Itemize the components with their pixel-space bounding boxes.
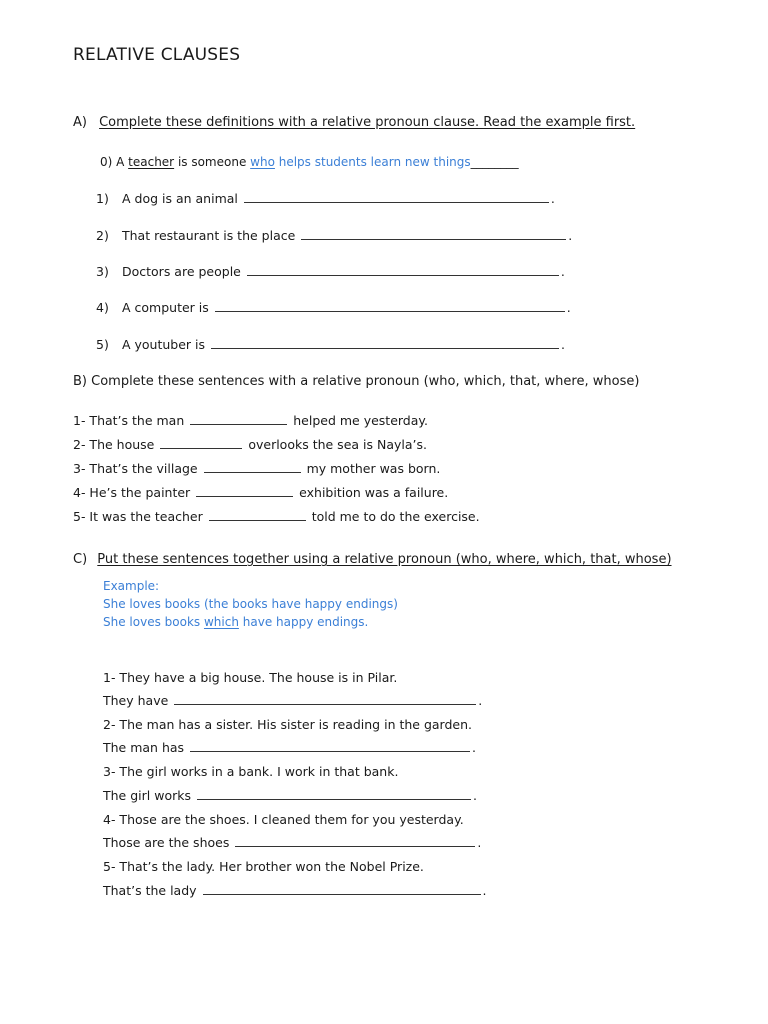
section-a-item-4 — [96, 300, 571, 315]
item-before: 1- That’s the man — [73, 413, 185, 428]
section-a-example — [100, 155, 519, 169]
answer-blank[interactable] — [190, 740, 470, 752]
section-a-instructions: Complete these definitions with a relative pronoun clause. Read the example first. — [99, 115, 636, 130]
item-text: A youtuber is — [121, 337, 206, 352]
section-c-prompt-4: 4- Those are the shoes. I cleaned them for you yesterday. — [103, 812, 464, 827]
section-a-item-1 — [96, 191, 555, 206]
item-end: . — [568, 228, 573, 243]
item-number: 1) — [96, 191, 109, 206]
item-text: That restaurant is the place — [121, 228, 296, 243]
item-end: . — [550, 191, 555, 206]
answer-blank[interactable] — [160, 437, 242, 449]
answer-start: The girl works — [103, 788, 191, 803]
section-b-heading: B) Complete these sentences with a relative pronoun (who, which, that, where, whose) — [73, 374, 640, 389]
answer-blank[interactable] — [211, 337, 559, 349]
example-label: Example: — [103, 579, 160, 593]
item-after: overlooks the sea is Nayla’s. — [248, 437, 427, 452]
item-after: my mother was born. — [306, 461, 441, 476]
item-before: 5- It was the teacher — [73, 509, 203, 524]
section-c-heading — [73, 552, 672, 567]
answer-end: . — [478, 693, 483, 708]
section-c-instructions: Put these sentences together using a relative pronoun (who, where, which, that, whose) — [97, 552, 672, 567]
example-blank: ________ — [470, 155, 519, 169]
example-line-2-post: have happy endings. — [238, 615, 369, 629]
answer-start: The man has — [103, 740, 185, 755]
section-b-item-1 — [73, 413, 428, 428]
item-before: 4- He’s the painter — [73, 485, 191, 500]
section-c-prompt-5: 5- That’s the lady. Her brother won the Nobel Prize. — [103, 859, 424, 874]
section-c-prompt-2: 2- The man has a sister. His sister is reading in the garden. — [103, 717, 472, 732]
section-c-answer-4 — [103, 835, 481, 850]
item-end: . — [561, 337, 565, 352]
item-after: helped me yesterday. — [293, 413, 428, 428]
section-a-item-3 — [96, 264, 565, 279]
item-number: 2) — [96, 228, 109, 243]
answer-blank[interactable] — [247, 264, 559, 276]
answer-blank[interactable] — [196, 485, 293, 497]
answer-end: . — [482, 883, 487, 898]
section-b-item-4 — [73, 485, 448, 500]
answer-end: . — [472, 740, 477, 755]
example-mid: is someone — [174, 155, 251, 169]
item-text: Doctors are people — [121, 264, 241, 279]
page-title: RELATIVE CLAUSES — [73, 45, 241, 65]
example-prefix: 0) A — [100, 155, 129, 169]
section-c-letter: C) — [73, 552, 88, 567]
section-a-item-2 — [96, 228, 572, 243]
answer-blank[interactable] — [235, 835, 475, 847]
item-number: 4) — [96, 300, 109, 315]
item-number: 3) — [96, 264, 109, 279]
item-before: 3- That’s the village — [73, 461, 198, 476]
answer-end: . — [472, 788, 477, 803]
item-before: 2- The house — [73, 437, 155, 452]
example-teacher: teacher — [128, 155, 175, 169]
section-b-item-2 — [73, 437, 427, 452]
answer-blank[interactable] — [204, 461, 301, 473]
example-who: who — [250, 155, 275, 169]
example-rest: helps students learn new things — [274, 155, 471, 169]
section-c-answer-5 — [103, 883, 487, 898]
example-line-1: She loves books (the books have happy endings) — [103, 597, 398, 611]
answer-end: . — [477, 835, 482, 850]
answer-blank[interactable] — [301, 228, 566, 240]
section-a-item-5 — [96, 337, 565, 352]
section-c-answer-1 — [103, 693, 482, 708]
answer-blank[interactable] — [203, 883, 481, 895]
answer-blank[interactable] — [174, 693, 476, 705]
section-c-prompt-3: 3- The girl works in a bank. I work in that bank. — [103, 764, 399, 779]
section-c-answer-3 — [103, 788, 477, 803]
item-end: . — [566, 300, 571, 315]
answer-blank[interactable] — [197, 788, 471, 800]
item-text: A computer is — [121, 300, 209, 315]
section-b-item-5 — [73, 509, 480, 524]
section-a-heading — [73, 115, 635, 130]
example-line-2 — [103, 615, 368, 629]
section-c-answer-2 — [103, 740, 476, 755]
item-after: exhibition was a failure. — [299, 485, 449, 500]
item-text: A dog is an animal — [121, 191, 238, 206]
answer-blank[interactable] — [215, 300, 565, 312]
example-which: which — [203, 615, 239, 629]
item-number: 5) — [96, 337, 109, 352]
section-b-item-3 — [73, 461, 440, 476]
item-after: told me to do the exercise. — [311, 509, 480, 524]
answer-start: Those are the shoes — [103, 835, 230, 850]
example-line-2-pre: She loves books — [103, 615, 204, 629]
answer-start: That’s the lady — [103, 883, 197, 898]
section-a-letter: A) — [73, 115, 87, 130]
answer-blank[interactable] — [244, 191, 549, 203]
item-end: . — [560, 264, 565, 279]
section-c-prompt-1: 1- They have a big house. The house is in Pilar. — [103, 670, 398, 685]
answer-start: They have — [103, 693, 169, 708]
answer-blank[interactable] — [190, 413, 287, 425]
answer-blank[interactable] — [209, 509, 306, 521]
